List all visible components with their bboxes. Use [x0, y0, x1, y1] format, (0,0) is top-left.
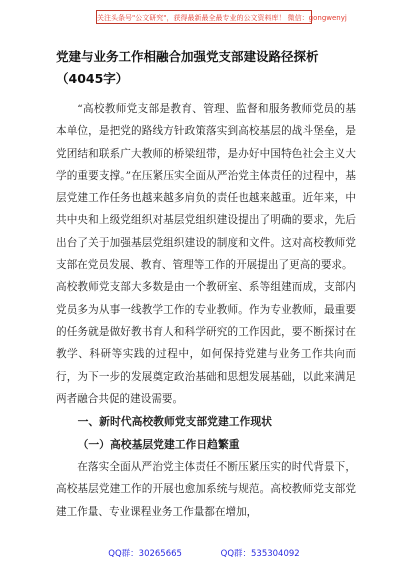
- qq-group-left: QQ群：30265665: [108, 549, 182, 559]
- subsection-heading: （一）高校基层党建工作日趋繁重: [77, 438, 240, 452]
- body-paragraph: 高校教师党支部大多数是由一个教研室、系等组建而成，支部内党员多为从事一线教学工作的专业教师。作为专业教师，最重要的任务就是做好教书育人和科学研究的工作因此，要不断探讨在教学、科研等实践的过程中，如何保持党建与业务工作共向而行，为下一步的发展奠定政治基础和思想发展基础，以此来满足两者融合共促的建设需要。: [56, 281, 356, 405]
- body-paragraph: 在落实全面从严治党主体责任不断压紧压实的时代背景下，高校基层党建工作的开展也愈加系统与规范。高校教师党支部党建工作量、专业课程业务工作量都在增加，: [56, 461, 356, 518]
- section-heading: 一、新时代高校教师党支部党建工作现状: [77, 415, 272, 429]
- body-paragraph: “高校教师党支部是教育、管理、监督和服务教师党员的基本单位，是把党的路线方针政策落实到高校基层的战斗堡垒，是党团结和联系广大教师的桥梁纽带，是办好中国特色社会主义大学的重要支撑。”在压紧压实全面从严治党主体责任的过程中，基层党建工作任务也越来越多肩负的责任也越来越重。近年来，中共中央和上级党组织对基层党组织建设提出了明确的要求，先后出台了关于加强基层党组织建设的制度和文件。这对高校教师党支部在党员发展、教育、管理等工作的开展提出了更高的要求。: [56, 103, 356, 272]
- document-title: 党建与业务工作相融合加强党支部建设路径探析（4045字）: [56, 49, 319, 86]
- document-body: [56, 98, 356, 523]
- footer-qq-groups: [0, 548, 408, 560]
- qq-group-right: QQ群：535304092: [220, 549, 300, 559]
- promo-banner: 关注头条号"公文研究"，获得最新最全最专业的公文资料库！ 微信：gongwenyj: [96, 10, 312, 24]
